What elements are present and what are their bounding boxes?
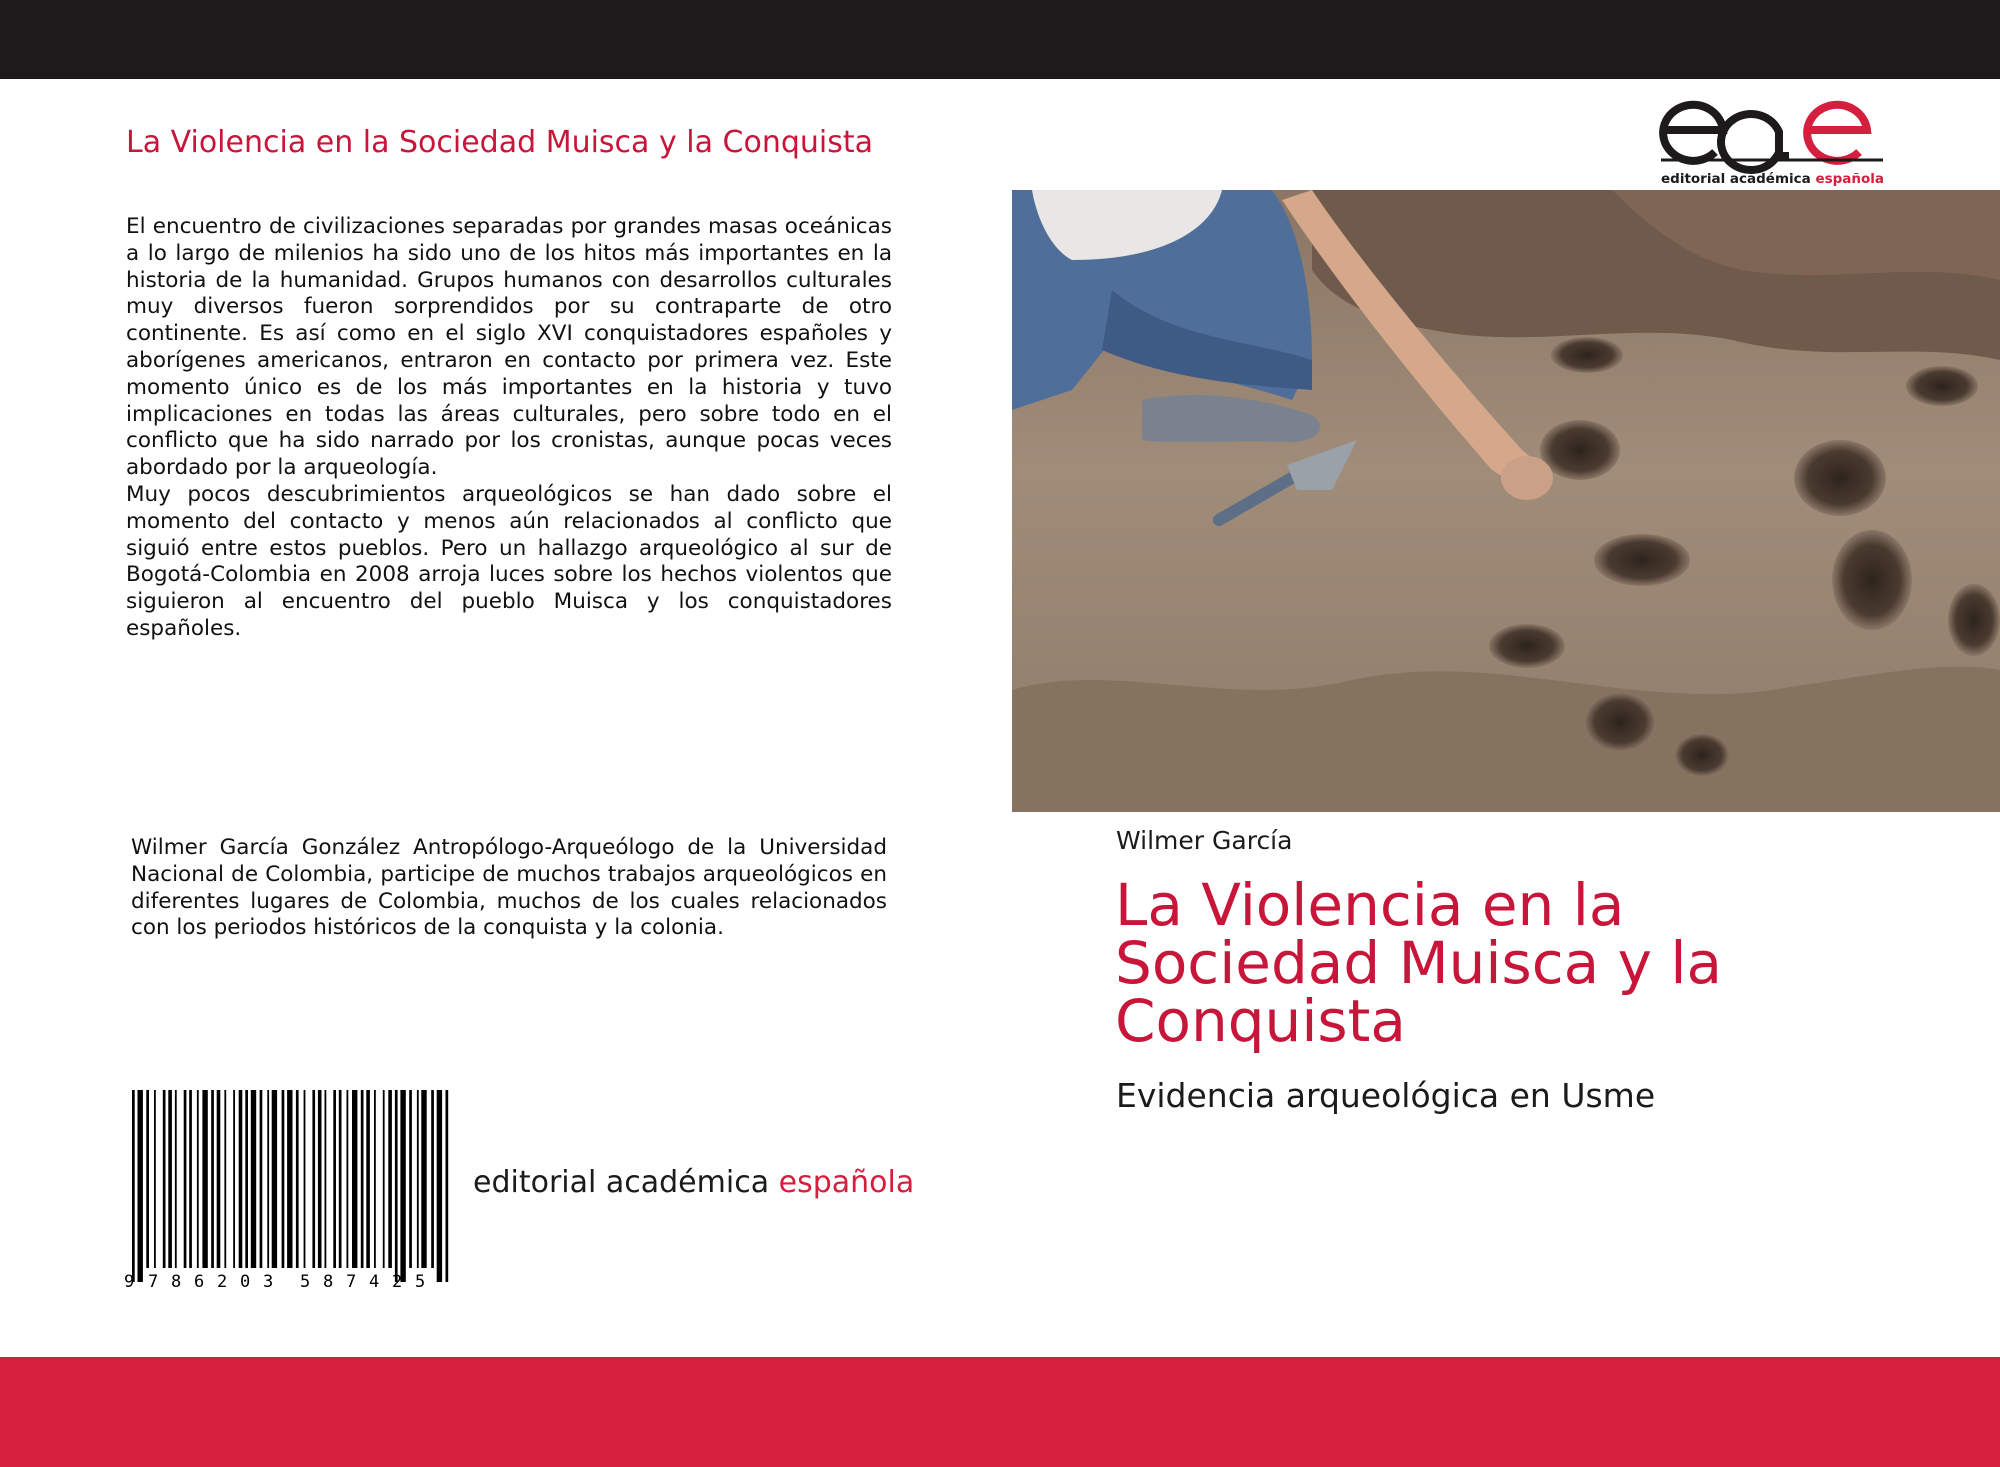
barcode-bar: [352, 1090, 357, 1268]
barcode-bar: [217, 1090, 221, 1268]
svg-text:editorial académica españo: [1661, 171, 1884, 187]
barcode-bar: [304, 1090, 306, 1268]
barcode-bar: [421, 1090, 426, 1268]
barcode-bar: [251, 1090, 256, 1268]
isbn-digit: 7: [148, 1272, 159, 1290]
barcode-bar: [211, 1090, 214, 1268]
barcode-bar: [146, 1090, 149, 1268]
barcode-bar: [296, 1090, 299, 1268]
barcode-bar: [347, 1090, 349, 1268]
isbn-digit: 5: [300, 1272, 311, 1290]
logo-caption-accent: española: [1815, 171, 1885, 187]
barcode-bar: [189, 1090, 192, 1268]
barcode-bar: [374, 1090, 376, 1268]
isbn-barcode: [124, 1090, 456, 1290]
barcode-bar: [239, 1090, 243, 1268]
barcode-bar: [154, 1090, 156, 1268]
publisher-name: editorial académica: [473, 1165, 770, 1200]
barcode-bar: [287, 1090, 292, 1268]
barcode-bar: [388, 1090, 392, 1268]
cover-author: Wilmer García: [1116, 826, 1293, 855]
barcode-bar: [197, 1090, 199, 1268]
barcode-bar: [272, 1090, 277, 1268]
logo-letter-e-red: [1807, 105, 1867, 161]
barcode-bar: [437, 1090, 442, 1282]
barcode-bar: [245, 1090, 248, 1268]
barcode-bar: [202, 1090, 207, 1268]
isbn-digit: 3: [263, 1272, 274, 1290]
isbn-digit: 2: [392, 1272, 403, 1290]
barcode-bar: [168, 1090, 172, 1268]
author-bio: Wilmer García González Antropólogo-Arqueólogo de la Universidad Nacional de Colombia, participe de muchos trabajos arqueológicos en diferentes lugares de Colombia, muchos de los cuales relacionados con los periodos históricos de la conquista y la colonia.: [131, 835, 887, 941]
barcode-bar: [383, 1090, 385, 1268]
cover-subtitle: Evidencia arqueológica en Usme: [1116, 1076, 1656, 1115]
blurb-paragraph-1: El encuentro de civilizaciones separadas por grandes masas oceánicas a lo largo de milenios ha sido uno de los hitos más importantes en la historia de la humanidad. Grupos humanos con desarrollos culturales muy diversos fueron sorprendidos por su contraparte de otro continente. Es así como en el siglo XVI conquistadores españoles y aborígenes americanos, entraron en contacto por primera vez. Este momento único es de los más importantes en la historia y tuvo implicaciones en todas las áreas culturales, pero sobre todo en el conflicto que ha sido narrado por los cronistas, aunque pocas veces abordado por la arqueología.: [126, 214, 892, 481]
logo-letter-e: [1663, 105, 1723, 161]
cover-photo: [1012, 190, 2000, 812]
barcode-bar: [132, 1090, 135, 1282]
isbn-digit: 7: [346, 1272, 357, 1290]
publisher-name-accent: española: [778, 1165, 915, 1200]
barcode-bar: [366, 1090, 370, 1268]
barcode-bar: [325, 1090, 327, 1268]
barcode-bar: [417, 1090, 419, 1268]
isbn-digit: 4: [369, 1272, 380, 1290]
barcode-bar: [361, 1090, 364, 1268]
barcode-bar: [333, 1090, 336, 1268]
barcode-bar: [446, 1090, 449, 1282]
barcode-bar: [409, 1090, 412, 1268]
barcode-bar: [175, 1090, 177, 1268]
isbn-digit: 8: [171, 1272, 182, 1290]
barcode-bar: [339, 1090, 342, 1268]
back-cover-title: La Violencia en la Sociedad Muisca y la Conquista: [126, 125, 873, 160]
barcode-bar: [431, 1090, 434, 1268]
blurb-paragraph-2: Muy pocos descubrimientos arqueológicos se han dado sobre el momento del contacto y menos aún relacionados al conflicto que siguió entre estos pueblos. Pero un hallazgo arqueológico al sur de Bogotá-Colombia en 2008 arroja luces sobre los hechos violentos que siguieron al encuentro del pueblo Muisca y los conquistadores españoles.: [126, 481, 892, 641]
barcode-bar: [267, 1090, 269, 1268]
barcode-bar: [138, 1090, 143, 1282]
barcode-bar: [233, 1090, 235, 1268]
barcode-bar: [184, 1090, 187, 1268]
isbn-digit: 6: [194, 1272, 205, 1290]
isbn-digit: 5: [415, 1272, 426, 1290]
logo-letter-a: [1721, 114, 1789, 170]
isbn-digit: 0: [240, 1272, 251, 1290]
barcode-bar: [400, 1090, 405, 1282]
bottom-band: [0, 1357, 2000, 1467]
barcode-bar: [312, 1090, 315, 1268]
barcode-bar: [224, 1090, 226, 1268]
publisher-imprint: [473, 1165, 914, 1200]
top-band: [0, 0, 2000, 79]
barcode-bar: [318, 1090, 322, 1268]
publisher-logo: [1657, 96, 1887, 188]
barcode-bar: [282, 1090, 285, 1268]
barcode-bar: [260, 1090, 263, 1268]
isbn-digit: 2: [217, 1272, 228, 1290]
barcode-bar: [395, 1090, 398, 1282]
logo-caption: editorial académica: [1661, 171, 1811, 187]
isbn-digit: 8: [323, 1272, 334, 1290]
cover-title: La Violencia en la Sociedad Muisca y la Conquista: [1115, 871, 1723, 1055]
barcode-bar: [163, 1090, 166, 1268]
isbn-digit: 9: [124, 1272, 135, 1290]
back-cover-blurb: [126, 214, 892, 643]
